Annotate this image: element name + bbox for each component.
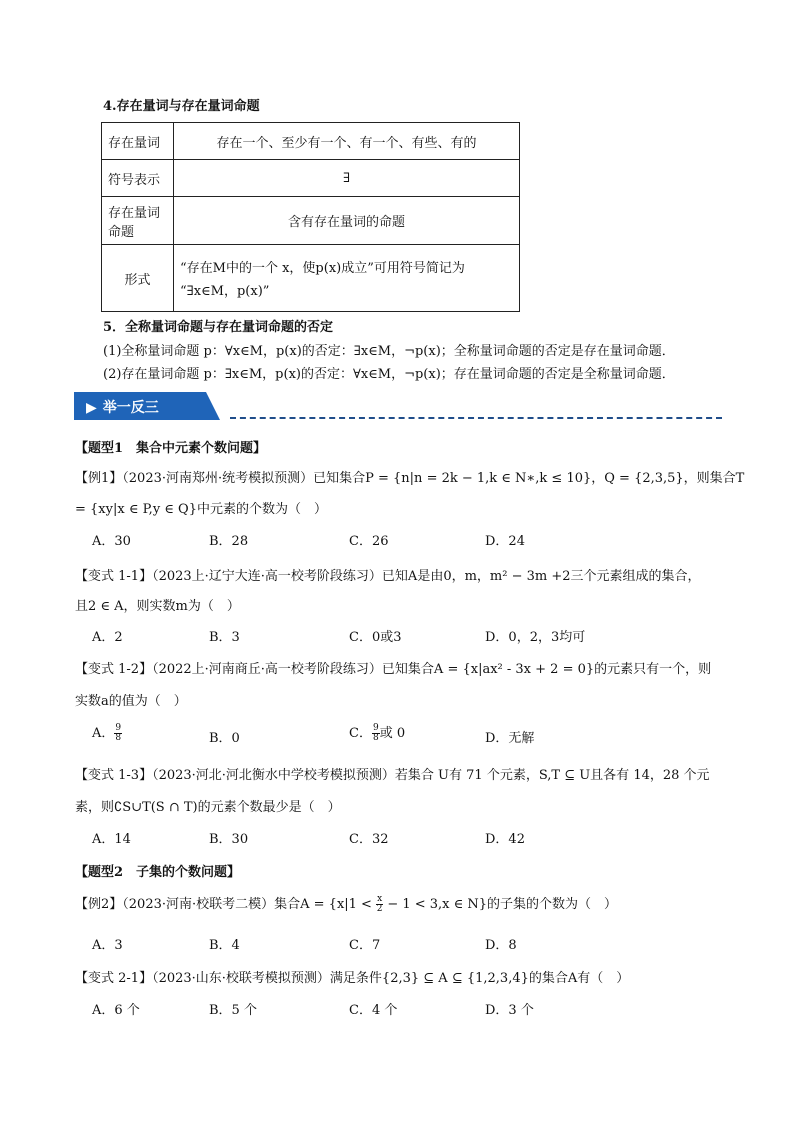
fraction-denominator: 8 xyxy=(115,733,122,743)
question-tag: 【变式 2-1】 xyxy=(75,971,153,986)
option-b: B．0 xyxy=(209,731,240,746)
option-d: D．42 xyxy=(485,832,525,847)
variant-2-1-line-1 xyxy=(75,967,629,986)
option-label: C． xyxy=(349,726,372,741)
option-a xyxy=(92,722,122,743)
table-value-line: “∃x∈M，p(x)” xyxy=(180,284,270,299)
question-text: （2023·河南·校联考二模）集合A = {x|1 < xyxy=(122,897,372,912)
question-text: （2022上·河南商丘·高一校考阶段练习）已知集合A = {x|ax² - 3x + 2 = 0}的元素只有一个，则 xyxy=(152,662,712,677)
table-value: 含有存在量词的命题 xyxy=(174,197,520,245)
table-key xyxy=(102,197,174,245)
fraction-numerator: x xyxy=(377,894,383,904)
question-text: （2023上·辽宁大连·高一校考阶段练习）已知A是由0，m，m² − 3m +2三个元素组成的集合， xyxy=(152,569,701,584)
table-row xyxy=(102,160,520,197)
table-row xyxy=(102,245,520,312)
option-a: A．2 xyxy=(92,630,123,645)
option-d: D．0，2，3均可 xyxy=(485,630,586,645)
option-d: D．3 个 xyxy=(485,1003,534,1018)
option-a: A．3 xyxy=(92,938,123,953)
option-label: A． xyxy=(92,726,115,741)
option-d: D．24 xyxy=(485,534,525,549)
play-arrow-icon: ▶ xyxy=(86,400,97,416)
question-tag: 【例1】 xyxy=(75,471,123,486)
variant-1-2-line-2: 实数a的值为（ ） xyxy=(75,694,187,709)
question-type-2-title: 【题型2 子集的个数问题】 xyxy=(75,865,241,880)
question-tag: 【变式 1-1】 xyxy=(75,569,153,584)
table-value-line: “存在M中的一个 x，使p(x)成立”可用符号简记为 xyxy=(180,261,465,276)
option-a: A．30 xyxy=(92,534,131,549)
variant-1-1-line-1 xyxy=(75,565,701,584)
option-b: B．3 xyxy=(209,630,240,645)
table-value xyxy=(174,245,520,312)
option-c: C．7 xyxy=(349,938,381,953)
table-key: 符号表示 xyxy=(102,160,174,197)
dashed-divider xyxy=(230,417,722,419)
question-type-1-title: 【题型1 集合中元素个数问题】 xyxy=(75,441,267,456)
option-d: D．无解 xyxy=(485,731,535,746)
variant-1-2-line-1 xyxy=(75,658,711,677)
fraction xyxy=(114,724,122,743)
banner-label: 举一反三 xyxy=(102,400,159,416)
variant-1-3-line-2: 素，则∁S∪T(S ∩ T)的元素个数最少是（ ） xyxy=(75,800,341,815)
option-b: B．30 xyxy=(209,832,249,847)
variant-1-1-line-2: 且2 ∈ A，则实数m为（ ） xyxy=(75,599,240,614)
example-2-line-1 xyxy=(75,893,617,914)
negation-line-2: (2)存在量词命题 p：∃x∈M，p(x)的否定：∀x∈M，¬p(x)；存在量词命题的否定是全称量词命题． xyxy=(103,367,675,382)
option-c: C．26 xyxy=(349,534,389,549)
fraction-denominator: 8 xyxy=(372,733,379,743)
option-b: B．4 xyxy=(209,938,240,953)
fraction-numerator: 9 xyxy=(115,723,122,733)
option-a: A．14 xyxy=(92,832,131,847)
table-value: 存在一个、至少有一个、有一个、有些、有的 xyxy=(174,123,520,160)
option-d: D．8 xyxy=(485,938,517,953)
table-key-line: 存在量词 xyxy=(108,205,161,221)
table-value: ∃ xyxy=(174,160,520,197)
section-banner xyxy=(74,392,724,422)
example-1-line-1 xyxy=(75,467,744,486)
negation-line-1: (1)全称量词命题 p：∀x∈M，p(x)的否定：∃x∈M，¬p(x)；全称量词命题的否定是存在量词命题． xyxy=(103,344,675,359)
variant-1-3-line-1 xyxy=(75,764,710,783)
question-tag: 【变式 1-3】 xyxy=(75,768,153,783)
question-text: （2023·山东·校联考模拟预测）满足条件{2,3} ⊆ A ⊆ {1,2,3,4}的集合A有（ ） xyxy=(152,971,630,986)
option-text: 或 0 xyxy=(379,726,406,741)
table-key: 形式 xyxy=(102,245,174,312)
option-b: B．28 xyxy=(209,534,249,549)
option-b: B．5 个 xyxy=(209,1003,257,1018)
table-key: 存在量词 xyxy=(102,123,174,160)
existential-quantifier-table xyxy=(101,122,520,312)
section-5-title: 5．全称量词命题与存在量词命题的否定 xyxy=(103,320,334,335)
table-row xyxy=(102,197,520,245)
question-tag: 【例2】 xyxy=(75,897,123,912)
table-row xyxy=(102,123,520,160)
option-c xyxy=(349,722,405,743)
option-c: C．0或3 xyxy=(349,630,402,645)
section-4-title: 4.存在量词与存在量词命题 xyxy=(103,99,260,114)
option-a: A．6 个 xyxy=(92,1003,140,1018)
fraction-numerator: 9 xyxy=(372,723,379,733)
question-text: （2023·河北·河北衡水中学校考模拟预测）若集合 U有 71 个元素，S,T ⊆ U且各有 14，28 个元 xyxy=(152,768,710,783)
fraction xyxy=(372,724,380,743)
option-c: C．32 xyxy=(349,832,389,847)
question-text: （2023·河南郑州·统考模拟预测）已知集合P = {n|n = 2k − 1,k ∈ N∗,k ≤ 10}，Q = {2,3,5}，则集合T xyxy=(122,471,745,486)
example-1-line-2: = {xy|x ∈ P,y ∈ Q}中元素的个数为（ ） xyxy=(75,502,327,517)
fraction-denominator: 2 xyxy=(376,904,383,914)
option-c: C．4 个 xyxy=(349,1003,398,1018)
question-tag: 【变式 1-2】 xyxy=(75,662,153,677)
table-key-line: 命题 xyxy=(108,224,135,240)
fraction xyxy=(376,895,383,914)
question-text: − 1 < 3,x ∈ N}的子集的个数为（ ） xyxy=(387,897,618,912)
